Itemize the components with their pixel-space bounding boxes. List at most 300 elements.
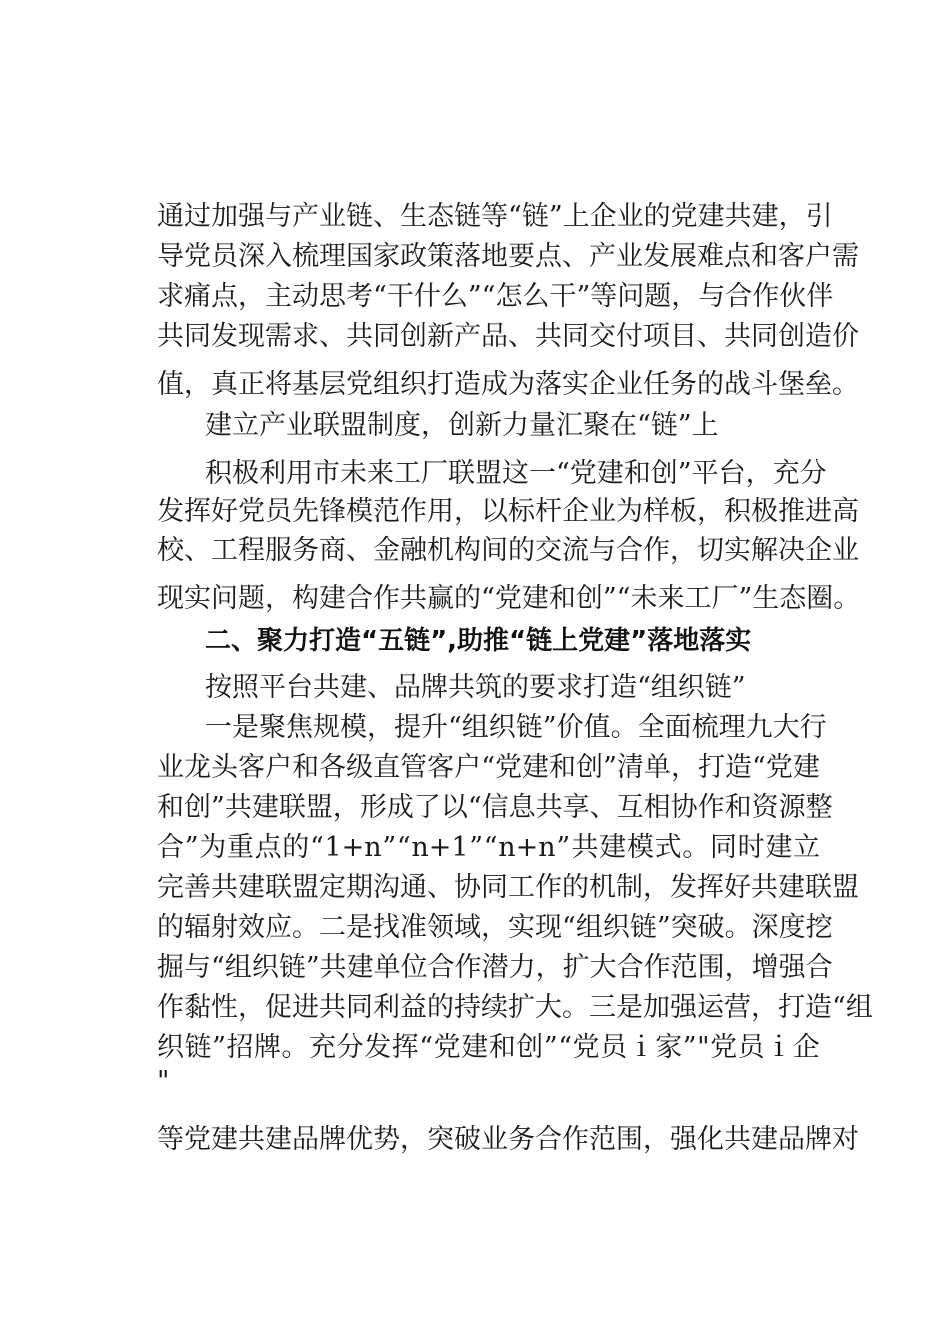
glyph: 产	[292, 201, 319, 232]
glyph: 建	[251, 792, 279, 823]
glyph: 协	[454, 872, 481, 903]
glyph: 客	[778, 241, 805, 272]
glyph: 合	[725, 281, 753, 312]
glyph: 围	[697, 952, 725, 983]
glyph: 为	[199, 832, 227, 863]
glyph: 么	[440, 281, 468, 312]
glyph: 化	[697, 1124, 724, 1155]
glyph: 要	[508, 241, 535, 272]
glyph: 企	[562, 496, 589, 527]
glyph: 态	[427, 201, 454, 232]
text-line	[157, 792, 833, 823]
glyph: 圈	[806, 583, 834, 614]
glyph: ，	[535, 952, 563, 983]
glyph: 作	[157, 992, 184, 1023]
glyph: 党	[494, 583, 522, 614]
glyph: 沟	[373, 872, 400, 903]
glyph: “	[309, 832, 324, 863]
glyph: 共	[319, 952, 347, 983]
glyph: 、	[508, 321, 535, 352]
glyph: 和	[157, 792, 184, 823]
glyph: 范	[589, 1124, 616, 1155]
glyph: 品	[481, 321, 508, 352]
glyph: 难	[697, 241, 724, 272]
glyph: 地	[481, 241, 508, 272]
glyph: 战	[724, 369, 751, 400]
glyph: 共	[724, 321, 751, 352]
glyph: 业	[319, 201, 346, 232]
glyph: 建	[599, 832, 627, 863]
glyph: 联	[265, 872, 292, 903]
text-line	[157, 369, 859, 400]
glyph: 招	[226, 1032, 254, 1063]
glyph: 真	[211, 369, 238, 400]
glyph: 客	[427, 752, 455, 783]
glyph: n+1	[411, 832, 469, 863]
glyph: 建	[778, 872, 805, 903]
glyph: 求	[292, 321, 319, 352]
glyph: 作	[373, 583, 400, 614]
glyph: 找	[373, 912, 400, 943]
glyph: “	[419, 1032, 434, 1063]
section-heading: 二、聚力打造“五链”,助推“链上党建”落地落实	[205, 626, 752, 656]
glyph: 促	[265, 992, 292, 1023]
glyph: 务	[508, 1124, 535, 1155]
glyph: 党	[238, 496, 265, 527]
glyph: 服	[265, 535, 292, 566]
glyph: ”	[556, 832, 571, 863]
glyph: 资	[751, 792, 779, 823]
glyph: 什	[413, 281, 441, 312]
glyph: 共	[319, 992, 346, 1023]
glyph: 等	[157, 1124, 184, 1155]
glyph: 共	[535, 792, 563, 823]
glyph: 作	[562, 1124, 589, 1155]
glyph: 任	[643, 369, 670, 400]
glyph: 业	[589, 496, 616, 527]
glyph: 盟	[305, 792, 333, 823]
glyph: 态	[779, 583, 807, 614]
glyph: 围	[616, 1124, 643, 1155]
glyph: 共	[751, 872, 778, 903]
glyph: 、	[346, 535, 373, 566]
glyph: n+n	[498, 832, 556, 863]
glyph: 盟	[292, 872, 319, 903]
glyph: 牌	[254, 1032, 281, 1063]
glyph: “	[481, 752, 495, 783]
glyph: ，	[184, 369, 211, 400]
glyph: 同	[346, 992, 373, 1023]
glyph: 作	[400, 496, 427, 527]
glyph: 组	[575, 912, 603, 943]
glyph: 同	[709, 832, 737, 863]
glyph: 挥	[184, 496, 211, 527]
glyph: 的	[454, 583, 481, 614]
glyph: 清	[616, 752, 644, 783]
glyph: 主	[265, 281, 292, 312]
glyph: 点	[724, 241, 751, 272]
glyph: 生	[752, 583, 780, 614]
glyph: 位	[400, 952, 428, 983]
glyph: 深	[238, 241, 265, 272]
glyph: 共	[211, 872, 238, 903]
glyph: 将	[265, 369, 292, 400]
glyph: 户	[265, 752, 293, 783]
glyph: 落	[454, 241, 481, 272]
glyph: 模	[346, 496, 373, 527]
glyph: 层	[319, 369, 346, 400]
glyph: 创	[576, 752, 604, 783]
glyph: "	[697, 1032, 710, 1063]
glyph: 导	[157, 241, 184, 272]
glyph: 员	[211, 241, 238, 272]
glyph: 联	[805, 872, 832, 903]
glyph: 织	[602, 912, 630, 943]
glyph: 链	[278, 952, 306, 983]
glyph: 员	[737, 1032, 765, 1063]
glyph: ，	[778, 201, 806, 232]
glyph: 机	[589, 872, 616, 903]
glyph: ，	[670, 752, 698, 783]
glyph: 。	[832, 369, 859, 400]
glyph: “	[396, 832, 411, 863]
glyph: ，	[400, 1124, 427, 1155]
glyph: 建	[697, 201, 725, 232]
glyph: 交	[589, 321, 616, 352]
glyph: 付	[616, 321, 643, 352]
glyph: 优	[346, 1124, 373, 1155]
glyph: 家	[373, 241, 400, 272]
glyph: 未	[630, 583, 658, 614]
glyph: 党	[765, 752, 793, 783]
glyph: 准	[400, 912, 427, 943]
glyph: 户	[805, 241, 832, 272]
glyph: ，	[238, 992, 265, 1023]
text-line	[157, 241, 859, 272]
glyph: 和	[549, 752, 577, 783]
glyph: ”	[469, 832, 484, 863]
glyph: 的	[157, 912, 184, 943]
glyph: 完	[157, 872, 184, 903]
glyph: ，	[671, 281, 699, 312]
glyph: 作	[752, 281, 780, 312]
glyph: 领	[427, 912, 454, 943]
glyph: 品	[778, 1124, 805, 1155]
glyph: 交	[535, 535, 562, 566]
glyph: 链	[629, 912, 657, 943]
glyph: 效	[238, 912, 265, 943]
glyph: 善	[184, 872, 211, 903]
glyph: 共	[724, 201, 752, 232]
glyph: “	[832, 992, 846, 1023]
glyph: 整	[805, 792, 833, 823]
glyph: 工	[684, 583, 712, 614]
glyph: ”	[603, 752, 617, 783]
glyph: 建	[238, 872, 265, 903]
glyph: 的	[508, 535, 535, 566]
glyph: 造	[454, 369, 481, 400]
glyph: 和	[488, 1032, 516, 1063]
glyph: 立	[793, 832, 820, 863]
glyph: 、	[319, 321, 346, 352]
glyph: 、	[427, 872, 454, 903]
glyph: ”	[467, 281, 482, 312]
glyph: 和	[292, 752, 320, 783]
glyph: ”	[382, 832, 397, 863]
glyph: 么	[522, 281, 550, 312]
text-line	[157, 833, 820, 863]
glyph: 问	[211, 583, 238, 614]
glyph: 需	[832, 241, 859, 272]
glyph: 业	[616, 369, 643, 400]
glyph: 板	[670, 496, 697, 527]
glyph: 动	[292, 281, 319, 312]
glyph: 斗	[751, 369, 778, 400]
glyph: 程	[238, 535, 265, 566]
glyph: 同	[184, 321, 211, 352]
glyph: 破	[697, 912, 725, 943]
glyph: 党	[572, 1032, 600, 1063]
glyph: 深	[751, 912, 779, 943]
glyph: 性	[211, 992, 238, 1023]
glyph: 现	[157, 583, 184, 614]
glyph: 与	[265, 201, 292, 232]
glyph: 进	[805, 496, 832, 527]
glyph: 的	[282, 832, 310, 863]
glyph: 企	[589, 201, 617, 232]
glyph: 思	[319, 281, 346, 312]
glyph: ”	[184, 832, 199, 863]
glyph: 极	[751, 496, 778, 527]
glyph: 是	[346, 912, 373, 943]
glyph: 对	[832, 1124, 859, 1155]
glyph: 扩	[508, 992, 535, 1023]
glyph: ，	[454, 496, 481, 527]
glyph: 链	[454, 201, 481, 232]
glyph: 、	[373, 201, 400, 232]
glyph: 造	[724, 752, 752, 783]
glyph: 和	[751, 241, 778, 272]
glyph: 同	[373, 321, 400, 352]
glyph: 辐	[184, 912, 211, 943]
text-line	[157, 1033, 820, 1063]
glyph: 金	[373, 535, 400, 566]
glyph: 的	[427, 992, 454, 1023]
glyph: 用	[427, 496, 454, 527]
glyph: 强	[238, 201, 265, 232]
subheading-line: 建立产业联盟制度，创新力量汇聚在“链”上	[205, 410, 719, 441]
glyph: 考	[346, 281, 373, 312]
glyph: 同	[481, 872, 508, 903]
glyph: 、	[697, 321, 724, 352]
glyph: 组	[224, 952, 252, 983]
glyph: 应	[265, 912, 292, 943]
glyph: 作	[643, 952, 671, 983]
glyph: 域	[454, 912, 481, 943]
glyph: 点	[254, 832, 282, 863]
glyph: 发	[157, 496, 184, 527]
glyph: 以	[481, 496, 508, 527]
glyph: 强	[670, 992, 697, 1023]
text-line	[157, 535, 859, 566]
glyph: 共	[400, 583, 427, 614]
glyph: ”	[576, 281, 591, 312]
glyph: 党	[184, 241, 211, 272]
text-line	[157, 992, 873, 1023]
glyph: 建	[521, 583, 549, 614]
glyph: ，	[481, 912, 508, 943]
glyph: 怎	[495, 281, 523, 312]
glyph: 策	[427, 241, 454, 272]
glyph: 成	[481, 369, 508, 400]
glyph: 同	[562, 321, 589, 352]
glyph: 是	[616, 992, 643, 1023]
glyph: 牌	[319, 1124, 346, 1155]
glyph: 基	[292, 369, 319, 400]
glyph: 创	[184, 792, 211, 823]
glyph: 建	[211, 1124, 238, 1155]
glyph: ”	[548, 201, 563, 232]
glyph: 实	[184, 583, 211, 614]
glyph: 展	[670, 241, 697, 272]
glyph: ，	[643, 1124, 670, 1155]
glyph: 建	[265, 1124, 292, 1155]
glyph: 党	[346, 369, 373, 400]
glyph: 品	[292, 1124, 319, 1155]
glyph: 相	[643, 792, 671, 823]
glyph: “	[558, 1032, 572, 1063]
glyph: 建	[346, 952, 374, 983]
glyph: 上	[562, 201, 590, 232]
glyph: 干	[549, 281, 577, 312]
glyph: 党	[184, 1124, 211, 1155]
glyph: 。	[281, 1032, 309, 1063]
glyph: 式	[654, 832, 682, 863]
glyph: 员	[600, 1032, 628, 1063]
glyph: 产	[454, 321, 481, 352]
glyph: 范	[670, 952, 698, 983]
glyph: 管	[400, 752, 428, 783]
glyph: 掘	[157, 952, 184, 983]
glyph: 重	[226, 832, 254, 863]
glyph: 作	[454, 952, 482, 983]
glyph: 共	[238, 1124, 265, 1155]
glyph: ”	[602, 583, 617, 614]
glyph: 商	[319, 535, 346, 566]
text-line	[157, 1124, 859, 1155]
glyph: 和	[724, 792, 752, 823]
glyph: 合	[805, 952, 833, 983]
glyph: 牌	[805, 1124, 832, 1155]
glyph: 工	[508, 872, 535, 903]
glyph: 来	[657, 583, 685, 614]
glyph: ，	[751, 992, 778, 1023]
glyph: 的	[643, 201, 671, 232]
glyph: 实	[508, 912, 535, 943]
glyph: 加	[643, 992, 670, 1023]
glyph: 伙	[779, 281, 807, 312]
glyph: “	[211, 952, 225, 983]
glyph: 构	[292, 583, 319, 614]
glyph: “	[616, 583, 631, 614]
glyph: 入	[265, 241, 292, 272]
glyph: 项	[643, 321, 670, 352]
glyph: 赢	[427, 583, 454, 614]
glyph: 合	[346, 583, 373, 614]
glyph: 过	[184, 201, 211, 232]
text-line	[157, 753, 820, 783]
glyph: 积	[724, 496, 751, 527]
glyph: 引	[805, 201, 833, 232]
glyph: 三	[589, 992, 616, 1023]
glyph: 链	[521, 201, 549, 232]
glyph: 突	[427, 1124, 454, 1155]
glyph: 的	[562, 872, 589, 903]
glyph: 务	[292, 535, 319, 566]
glyph: 题	[644, 281, 672, 312]
glyph: 和	[548, 583, 576, 614]
glyph: 解	[751, 535, 778, 566]
glyph: 建	[461, 1032, 489, 1063]
text-line	[157, 583, 861, 614]
glyph: 享	[562, 792, 590, 823]
glyph: ，	[643, 872, 670, 903]
glyph: 盟	[832, 872, 859, 903]
glyph: 标	[508, 496, 535, 527]
glyph: 国	[346, 241, 373, 272]
glyph: 共	[157, 321, 184, 352]
glyph: 构	[454, 535, 481, 566]
glyph: 合	[535, 1124, 562, 1155]
text-line	[157, 496, 859, 527]
glyph: ，	[265, 583, 292, 614]
glyph: 与	[184, 952, 211, 983]
glyph: 时	[737, 832, 765, 863]
glyph: 党	[710, 1032, 738, 1063]
glyph: 决	[778, 535, 805, 566]
text-line-indented: 积极利用市未来工厂联盟这一“党建和创”平台，充分	[205, 458, 827, 489]
glyph: 通	[400, 872, 427, 903]
glyph: ，	[332, 792, 360, 823]
glyph: ”	[212, 1032, 226, 1063]
glyph: 互	[616, 792, 644, 823]
glyph: 新	[427, 321, 454, 352]
glyph: 企	[792, 1032, 820, 1063]
glyph: ，	[724, 952, 752, 983]
glyph: 员	[265, 496, 292, 527]
glyph: ”	[305, 952, 320, 983]
glyph: 需	[265, 321, 292, 352]
glyph: 共	[724, 1124, 751, 1155]
text-line	[157, 201, 833, 232]
glyph: 发	[643, 241, 670, 272]
glyph: 求	[157, 281, 184, 312]
glyph: 合	[616, 952, 644, 983]
text-line: "	[157, 1066, 170, 1097]
glyph: 家	[655, 1032, 683, 1063]
text-line	[157, 912, 833, 943]
glyph: 协	[670, 792, 698, 823]
glyph: 强	[670, 1124, 697, 1155]
glyph: ，	[697, 496, 724, 527]
glyph: 。	[682, 832, 710, 863]
glyph: 续	[481, 992, 508, 1023]
glyph: 伴	[806, 281, 834, 312]
glyph: 实	[562, 369, 589, 400]
glyph: 挥	[697, 872, 724, 903]
glyph: 充	[309, 1032, 337, 1063]
glyph: 产	[589, 241, 616, 272]
